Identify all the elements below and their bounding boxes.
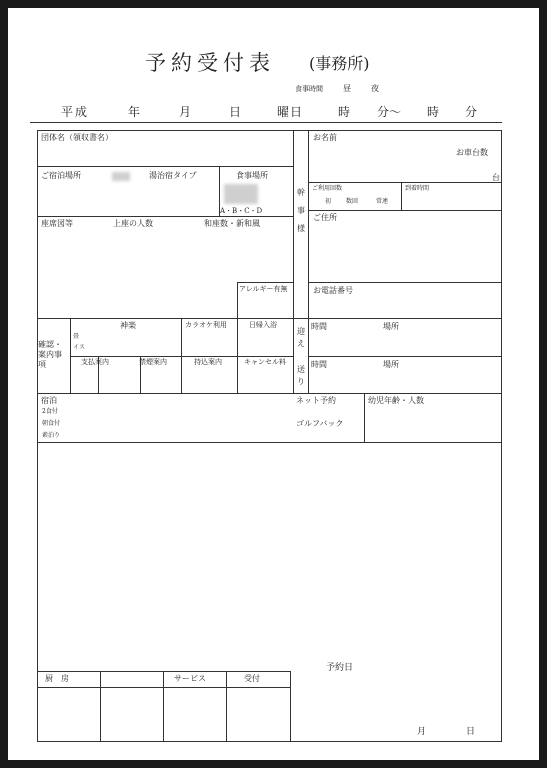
- booking-day-label: 日: [466, 727, 476, 737]
- booking-month-label: 月: [417, 727, 427, 737]
- minute-label-2: 分: [465, 105, 478, 119]
- no-smoking-label: 禁煙案内: [139, 358, 167, 366]
- seating-label: 座席図等: [41, 219, 73, 228]
- day-label: 日: [229, 105, 242, 119]
- form-frame: [37, 130, 502, 742]
- redacted-mark: [224, 184, 258, 204]
- usage-first: 初: [325, 198, 332, 205]
- weekday-label: 曜日: [277, 105, 304, 119]
- arrival-time-label: 到着時間: [405, 185, 430, 192]
- room-only-label: 素泊り: [42, 432, 61, 439]
- address-label: ご住所: [313, 213, 337, 222]
- hour-label-1: 時: [338, 105, 351, 119]
- year-label: 年: [128, 105, 141, 119]
- group-name-label: 団体名（領収書名）: [41, 133, 113, 142]
- era-label: 平成: [61, 105, 90, 119]
- usage-times: 数回: [346, 198, 359, 205]
- phone-label: お電話番号: [313, 286, 353, 295]
- net-booking-label: ネット予約: [296, 396, 336, 405]
- meal-dinner: 夜: [371, 84, 379, 93]
- day-bath-label: 日帰入浴: [249, 321, 277, 329]
- pickup-place-label: 場所: [383, 322, 399, 331]
- redacted-mark: [112, 172, 130, 181]
- child-age-label: 幼児年齢・人数: [368, 396, 424, 405]
- minute-label-1: 分〜: [377, 105, 402, 119]
- allergy-label: アレルギー有無: [239, 285, 288, 293]
- dropoff-label: 送り: [297, 365, 305, 386]
- stay-place-label: ご宿泊場所: [41, 171, 81, 180]
- confirm-label: 確認・案内事項: [38, 340, 62, 369]
- golf-bag-label: ゴルフバック: [296, 419, 344, 428]
- car-count-label: お車台数: [456, 148, 488, 157]
- car-unit-label: 台: [492, 173, 500, 182]
- service-label: サービス: [174, 674, 206, 683]
- seat-type-label: 和座数・新和風: [204, 219, 260, 228]
- pickup-time-label: 時間: [311, 322, 327, 331]
- upper-seat-label: 上座の人数: [113, 219, 153, 228]
- kagura-label: 神楽: [120, 321, 136, 330]
- hour-label-2: 時: [427, 105, 440, 119]
- bath-type-label: 湯治宿タイプ: [149, 171, 197, 180]
- booking-date-label: 予約日: [326, 663, 354, 673]
- bring-in-label: 持込案内: [194, 358, 222, 366]
- month-label: 月: [179, 105, 192, 119]
- usage-regular: 常連: [376, 198, 389, 205]
- tatami-label: 畳: [73, 333, 80, 340]
- dropoff-place-label: 場所: [383, 360, 399, 369]
- meal-time-label: 食事時間: [295, 85, 323, 93]
- cancel-fee-label: キャンセル料: [244, 358, 286, 366]
- payment-label: 支払案内: [81, 358, 109, 366]
- reception-label: 受付: [244, 674, 260, 683]
- dropoff-time-label: 時間: [311, 360, 327, 369]
- page-title: 予約受付表: [145, 51, 275, 75]
- kitchen-label: 厨 房: [45, 674, 69, 683]
- chair-label: イス: [73, 344, 85, 351]
- form-sheet: [8, 8, 539, 760]
- lodging-label: 宿泊: [41, 396, 57, 405]
- pickup-label: 迎え: [297, 327, 305, 348]
- page-subtitle: (事務所): [309, 54, 370, 73]
- meal-place-label: 食事場所: [236, 171, 268, 180]
- meal-place-options: A・B・C・D: [220, 207, 263, 215]
- usage-count-label: ご利用回数: [312, 185, 343, 192]
- karaoke-label: カラオケ利用: [185, 321, 227, 329]
- kanji-vertical-label: 幹事様: [297, 188, 305, 233]
- name-label: お名前: [313, 133, 337, 142]
- two-meals-label: 2食付: [42, 408, 58, 415]
- breakfast-label: 朝食付: [42, 420, 61, 427]
- header-rule: [30, 122, 502, 123]
- meal-lunch: 昼: [343, 84, 351, 93]
